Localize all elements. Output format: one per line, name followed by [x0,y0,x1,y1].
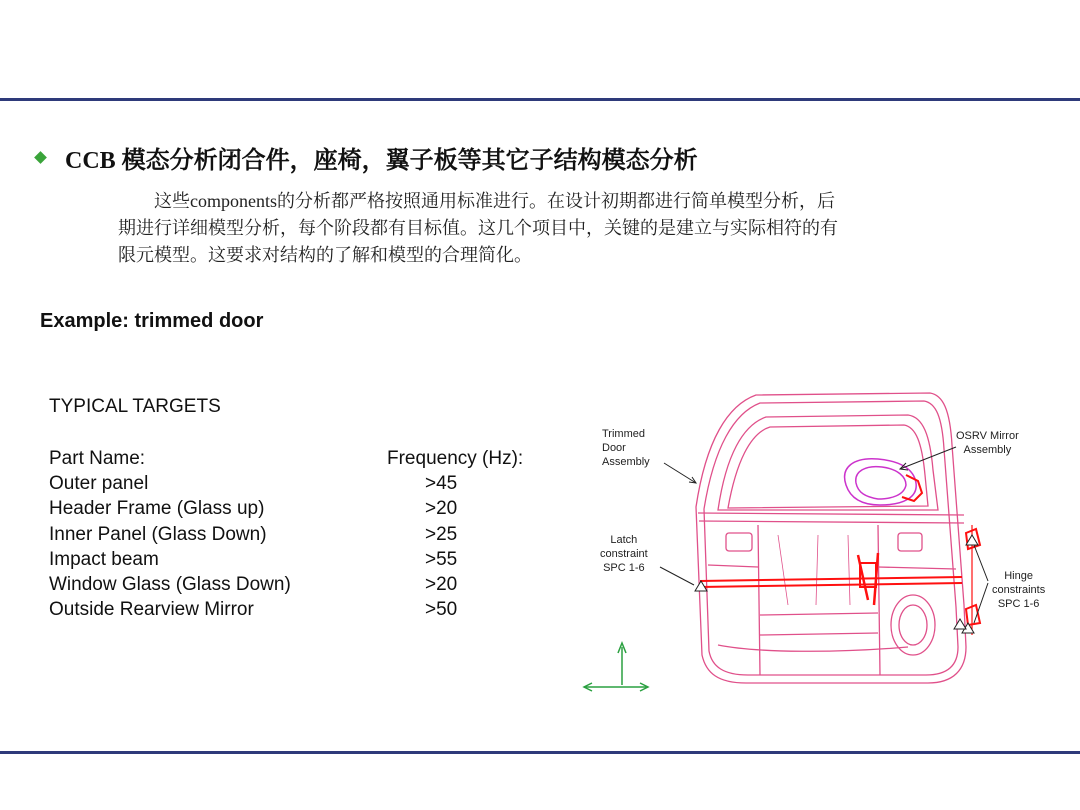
mirror-leader-arrow [900,447,956,469]
label-hinge-constraints: Hinge constraints SPC 1-6 [992,570,1046,610]
part-frequency: >20 [425,498,458,520]
paragraph-line-1: 这些components的分析都严格按照通用标准进行。在设计初期都进行简单模型分析，后 [154,191,835,211]
targets-title: TYPICAL TARGETS [49,396,221,417]
door-leader-arrow [664,463,696,483]
part-frequency: >55 [425,548,458,570]
mirror-assembly [845,459,922,505]
label-trimmed-door: Trimmed Door Assembly [602,428,650,468]
door-fe-model-figure [578,385,1058,695]
bottom-divider [0,751,1080,754]
part-name: Outer panel [49,473,149,495]
hinge-leader-arrow [974,545,988,623]
label-latch-constraint: Latch constraint SPC 1-6 [600,534,648,574]
example-title: Example: trimmed door [40,310,264,332]
part-name: Window Glass (Glass Down) [49,573,291,595]
part-name: Inner Panel (Glass Down) [49,523,267,545]
part-name: Outside Rearview Mirror [49,599,254,621]
paragraph-line-2: 期进行详细模型分析，每个阶段都有目标值。这几个项目中，关键的是建立与实际相符的有 [118,218,838,238]
header-frequency: Frequency (Hz): [387,448,524,469]
header-part-name: Part Name: [49,448,146,469]
paragraph-line-3: 限元模型。这要求对结构的了解和模型的合理简化。 [118,245,532,265]
part-name: Impact beam [49,548,159,570]
window-frame [718,415,938,510]
part-frequency: >20 [425,573,458,595]
heading-text: CCB 模态分析闭合件，座椅，翼子板等其它子结构模态分析 [65,148,698,174]
top-divider [0,98,1080,101]
section-heading [36,140,698,175]
part-frequency: >50 [425,599,458,621]
part-frequency: >45 [425,473,458,495]
description-paragraph [118,188,968,269]
bullet-diamond-icon [34,151,47,164]
latch-leader-arrow [660,567,694,585]
door-outline [696,393,966,683]
axis-triad-icon [584,643,648,691]
label-osrv-mirror: OSRV Mirror Assembly [956,430,1019,456]
part-name: Header Frame (Glass up) [49,498,265,520]
impact-beam [700,577,962,581]
part-frequency: >25 [425,523,458,545]
